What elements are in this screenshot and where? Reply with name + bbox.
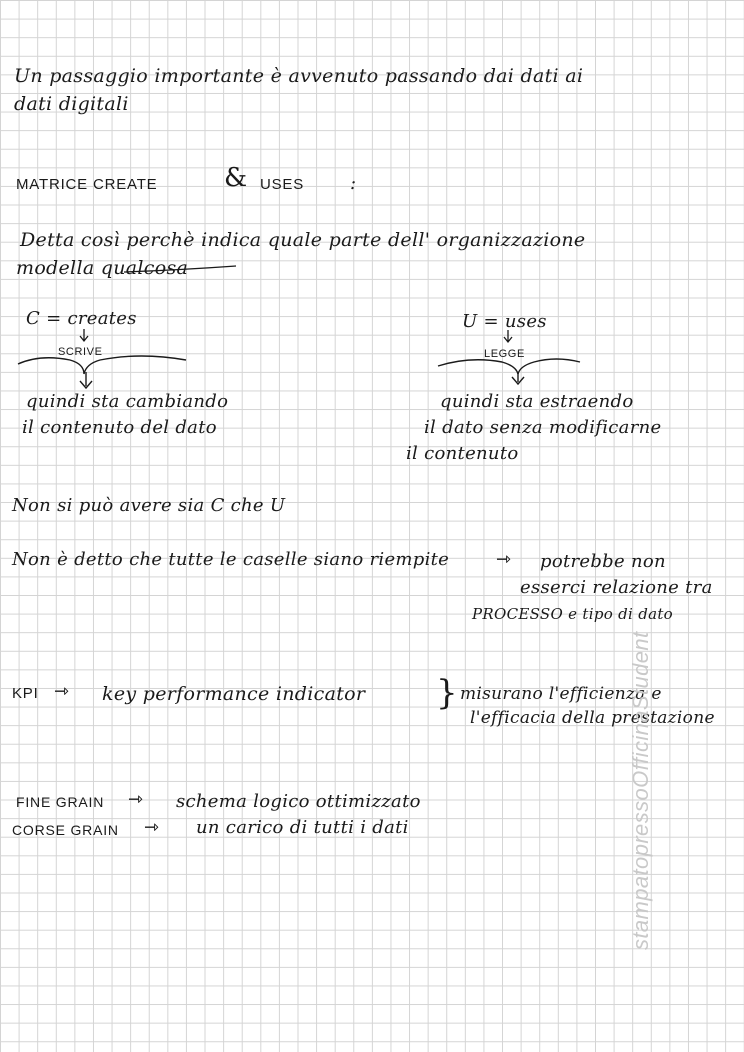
- uses-line-1: quindi sta estraendo: [440, 391, 634, 412]
- section-uses: USES: [260, 176, 305, 193]
- create-sub: SCRIVE: [58, 346, 103, 358]
- section-ampersand: &: [224, 163, 248, 193]
- create-big-arrow: [80, 372, 92, 388]
- coarse-grain-arrow: ⇾: [144, 817, 160, 838]
- note-line-4: PROCESSO e tipo di dato: [472, 605, 674, 623]
- kpi-line-1: misurano l'efficienza e: [460, 684, 662, 704]
- uses-label: U = uses: [462, 311, 547, 332]
- description-line-1: Detta così perchè indica quale parte dell' organizzazione: [20, 229, 586, 251]
- uses-line-2: il dato senza modificarne: [424, 417, 662, 438]
- create-line-2: il contenuto del dato: [22, 417, 217, 438]
- coarse-grain-definition: un carico di tutti i dati: [196, 817, 409, 838]
- fine-grain-definition: schema logico ottimizzato: [176, 791, 421, 812]
- uses-brace: [438, 359, 580, 374]
- intro-line-2: dati digitali: [14, 93, 129, 115]
- kpi-arrow: ⇾: [54, 681, 70, 702]
- fine-grain-arrow: ⇾: [128, 789, 144, 810]
- uses-sub: LEGGE: [484, 348, 525, 360]
- rule-text: Non si può avere sia C che U: [12, 495, 286, 516]
- coarse-grain-term: CORSE GRAIN: [12, 822, 119, 838]
- kpi-brace: }: [436, 673, 458, 713]
- note-line-2: potrebbe non: [540, 551, 666, 572]
- section-colon: :: [350, 173, 357, 194]
- fine-grain-term: FINE GRAIN: [16, 794, 105, 810]
- watermark: stampatopressoOfficinaStudent: [628, 631, 653, 950]
- create-down-arrow: [80, 329, 88, 341]
- description-line-2: modella qualcosa: [16, 257, 189, 279]
- section-title: MATRICE CREATE: [16, 176, 158, 193]
- kpi-line-2: l'efficacia della prestazione: [470, 708, 715, 728]
- kpi-term: KPI: [12, 685, 39, 702]
- create-line-1: quindi sta cambiando: [26, 391, 229, 412]
- kpi-definition: key performance indicator: [102, 683, 366, 705]
- intro-line-1: Un passaggio importante è avvenuto passando dai dati ai: [14, 65, 584, 87]
- uses-big-arrow: [512, 372, 524, 384]
- uses-line-3: il contenuto: [406, 443, 519, 464]
- uses-down-arrow: [504, 330, 512, 342]
- create-label: C = creates: [26, 308, 137, 329]
- note-line-3: esserci relazione tra: [520, 577, 713, 598]
- note-arrow: ⇾: [496, 549, 512, 570]
- note-line-1: Non è detto che tutte le caselle siano riempite: [12, 549, 450, 570]
- qualcosa-underline: [124, 266, 236, 272]
- create-brace: [18, 356, 186, 374]
